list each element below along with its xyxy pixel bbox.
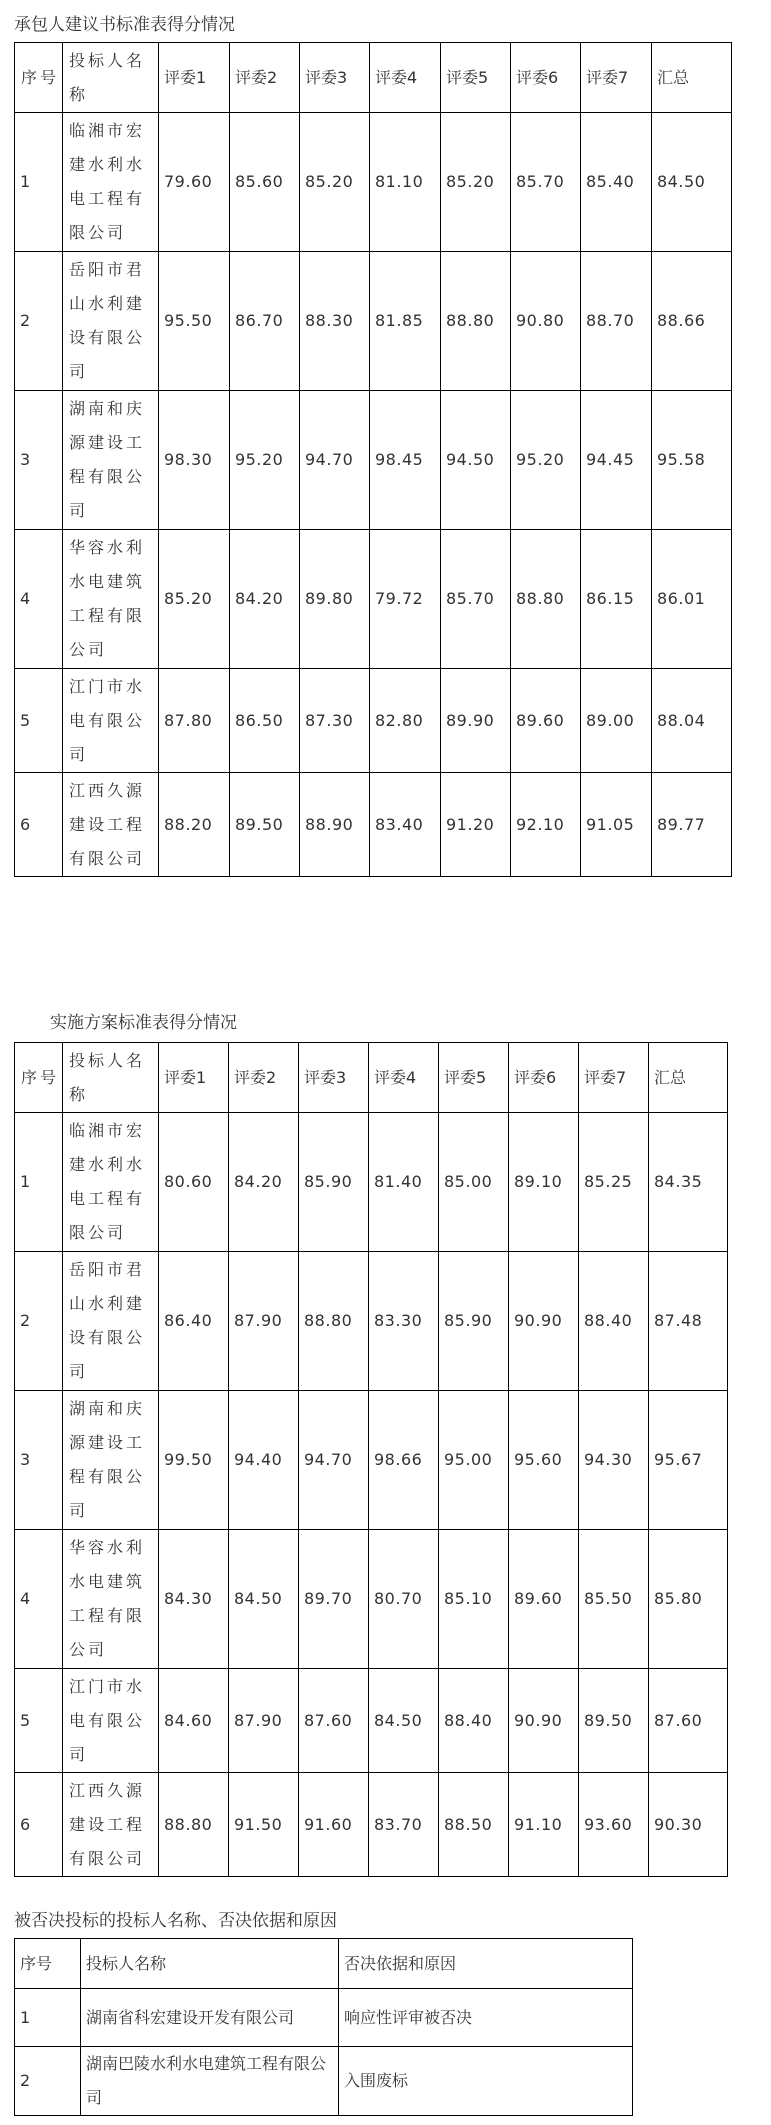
total-score: 87.48 xyxy=(649,1252,728,1391)
judge-score: 92.10 xyxy=(511,773,581,877)
table-row xyxy=(15,1391,728,1530)
row-number: 4 xyxy=(15,530,63,669)
total-score: 95.58 xyxy=(652,391,732,530)
judge-score: 94.30 xyxy=(579,1391,649,1530)
bidder-name: 湖南和庆源建设工程有限公司 xyxy=(63,1391,159,1530)
plan-score-table xyxy=(14,1042,728,1877)
bidder-name: 江西久源建设工程有限公司 xyxy=(63,1773,159,1877)
judge-score: 93.60 xyxy=(579,1773,649,1877)
judge-score: 95.60 xyxy=(509,1391,579,1530)
judge-score: 81.40 xyxy=(369,1113,439,1252)
judge-score: 89.90 xyxy=(441,669,511,773)
total-score: 90.30 xyxy=(649,1773,728,1877)
judge-score: 88.50 xyxy=(439,1773,509,1877)
row-number: 1 xyxy=(15,113,63,252)
proposal-score-table xyxy=(14,42,732,877)
column-header: 序号 xyxy=(15,1939,81,1989)
table-row xyxy=(15,669,732,773)
column-header: 汇总 xyxy=(649,1043,728,1113)
total-score: 84.50 xyxy=(652,113,732,252)
judge-score: 83.70 xyxy=(369,1773,439,1877)
judge-score: 85.90 xyxy=(299,1113,369,1252)
total-score: 89.77 xyxy=(652,773,732,877)
bidder-name: 江西久源建设工程有限公司 xyxy=(63,773,159,877)
judge-score: 94.50 xyxy=(441,391,511,530)
judge-score: 81.10 xyxy=(370,113,441,252)
row-number: 4 xyxy=(15,1530,63,1669)
judge-score: 94.40 xyxy=(229,1391,299,1530)
judge-score: 90.90 xyxy=(509,1252,579,1391)
column-header: 否决依据和原因 xyxy=(339,1939,633,1989)
total-score: 87.60 xyxy=(649,1669,728,1773)
judge-score: 98.30 xyxy=(159,391,230,530)
column-header: 评委3 xyxy=(300,43,370,113)
table-row xyxy=(15,1530,728,1669)
judge-score: 86.40 xyxy=(159,1252,229,1391)
judge-score: 84.20 xyxy=(229,1113,299,1252)
judge-score: 95.20 xyxy=(230,391,300,530)
judge-score: 87.90 xyxy=(229,1669,299,1773)
judge-score: 89.50 xyxy=(230,773,300,877)
row-number: 3 xyxy=(15,391,63,530)
judge-score: 89.80 xyxy=(300,530,370,669)
row-number: 3 xyxy=(15,1391,63,1530)
bidder-name: 华容水利水电建筑工程有限公司 xyxy=(63,530,159,669)
rejected-table-body xyxy=(15,1939,633,2116)
judge-score: 86.15 xyxy=(581,530,652,669)
judge-score: 94.70 xyxy=(300,391,370,530)
column-header: 投标人名称 xyxy=(63,43,159,113)
judge-score: 84.50 xyxy=(369,1669,439,1773)
judge-score: 85.50 xyxy=(579,1530,649,1669)
total-score: 86.01 xyxy=(652,530,732,669)
judge-score: 81.85 xyxy=(370,252,441,391)
table-row xyxy=(15,252,732,391)
judge-score: 85.20 xyxy=(159,530,230,669)
row-number: 1 xyxy=(15,1989,81,2047)
judge-score: 86.50 xyxy=(230,669,300,773)
rejection-reason: 入围废标 xyxy=(339,2047,633,2116)
table-header-row xyxy=(15,43,732,113)
judge-score: 85.40 xyxy=(581,113,652,252)
column-header: 投标人名称 xyxy=(63,1043,159,1113)
judge-score: 84.50 xyxy=(229,1530,299,1669)
row-number: 2 xyxy=(15,1252,63,1391)
plan-table-body xyxy=(15,1043,728,1877)
column-header: 评委7 xyxy=(581,43,652,113)
rejected-bidder-table xyxy=(14,1938,633,2116)
judge-score: 90.90 xyxy=(509,1669,579,1773)
judge-score: 88.90 xyxy=(300,773,370,877)
judge-score: 99.50 xyxy=(159,1391,229,1530)
judge-score: 85.70 xyxy=(441,530,511,669)
judge-score: 88.80 xyxy=(299,1252,369,1391)
judge-score: 83.40 xyxy=(370,773,441,877)
table-row xyxy=(15,1989,633,2047)
table-header-row xyxy=(15,1043,728,1113)
row-number: 5 xyxy=(15,1669,63,1773)
judge-score: 85.20 xyxy=(300,113,370,252)
judge-score: 85.90 xyxy=(439,1252,509,1391)
judge-score: 85.20 xyxy=(441,113,511,252)
judge-score: 87.80 xyxy=(159,669,230,773)
column-header: 评委5 xyxy=(441,43,511,113)
column-header: 评委2 xyxy=(230,43,300,113)
judge-score: 90.80 xyxy=(511,252,581,391)
bidder-name: 临湘市宏建水利水电工程有限公司 xyxy=(63,1113,159,1252)
section-title-rejected: 被否决投标的投标人名称、否决依据和原因 xyxy=(14,1911,337,1931)
rejection-reason: 响应性评审被否决 xyxy=(339,1989,633,2047)
column-header: 序号 xyxy=(15,43,63,113)
total-score: 88.04 xyxy=(652,669,732,773)
total-score: 84.35 xyxy=(649,1113,728,1252)
column-header: 评委2 xyxy=(229,1043,299,1113)
row-number: 1 xyxy=(15,1113,63,1252)
judge-score: 89.50 xyxy=(579,1669,649,1773)
judge-score: 91.60 xyxy=(299,1773,369,1877)
section-title-plan: 实施方案标准表得分情况 xyxy=(50,1013,237,1033)
judge-score: 88.20 xyxy=(159,773,230,877)
judge-score: 88.80 xyxy=(159,1773,229,1877)
judge-score: 84.30 xyxy=(159,1530,229,1669)
column-header: 评委4 xyxy=(370,43,441,113)
total-score: 95.67 xyxy=(649,1391,728,1530)
row-number: 2 xyxy=(15,252,63,391)
judge-score: 85.10 xyxy=(439,1530,509,1669)
judge-score: 85.70 xyxy=(511,113,581,252)
judge-score: 88.40 xyxy=(439,1669,509,1773)
row-number: 5 xyxy=(15,669,63,773)
column-header: 序号 xyxy=(15,1043,63,1113)
judge-score: 94.70 xyxy=(299,1391,369,1530)
bidder-name: 华容水利水电建筑工程有限公司 xyxy=(63,1530,159,1669)
column-header: 评委5 xyxy=(439,1043,509,1113)
total-score: 85.80 xyxy=(649,1530,728,1669)
bidder-name: 江门市水电有限公司 xyxy=(63,669,159,773)
row-number: 6 xyxy=(15,773,63,877)
judge-score: 84.20 xyxy=(230,530,300,669)
total-score: 88.66 xyxy=(652,252,732,391)
table-row xyxy=(15,1113,728,1252)
judge-score: 91.05 xyxy=(581,773,652,877)
column-header: 评委6 xyxy=(511,43,581,113)
column-header: 投标人名称 xyxy=(81,1939,339,1989)
judge-score: 88.40 xyxy=(579,1252,649,1391)
judge-score: 79.60 xyxy=(159,113,230,252)
judge-score: 84.60 xyxy=(159,1669,229,1773)
judge-score: 85.25 xyxy=(579,1113,649,1252)
table-header-row xyxy=(15,1939,633,1989)
proposal-table-body xyxy=(15,43,732,877)
judge-score: 91.20 xyxy=(441,773,511,877)
column-header: 评委7 xyxy=(579,1043,649,1113)
row-number: 2 xyxy=(15,2047,81,2116)
row-number: 6 xyxy=(15,1773,63,1877)
judge-score: 91.50 xyxy=(229,1773,299,1877)
column-header: 评委1 xyxy=(159,43,230,113)
judge-score: 89.60 xyxy=(509,1530,579,1669)
table-row xyxy=(15,2047,633,2116)
judge-score: 82.80 xyxy=(370,669,441,773)
judge-score: 85.00 xyxy=(439,1113,509,1252)
judge-score: 80.70 xyxy=(369,1530,439,1669)
judge-score: 95.20 xyxy=(511,391,581,530)
table-row xyxy=(15,1669,728,1773)
bidder-name: 湖南省科宏建设开发有限公司 xyxy=(81,1989,339,2047)
bidder-name: 湖南和庆源建设工程有限公司 xyxy=(63,391,159,530)
judge-score: 98.66 xyxy=(369,1391,439,1530)
table-row xyxy=(15,391,732,530)
column-header: 评委6 xyxy=(509,1043,579,1113)
judge-score: 95.00 xyxy=(439,1391,509,1530)
column-header: 评委4 xyxy=(369,1043,439,1113)
judge-score: 86.70 xyxy=(230,252,300,391)
judge-score: 89.70 xyxy=(299,1530,369,1669)
judge-score: 88.80 xyxy=(511,530,581,669)
judge-score: 80.60 xyxy=(159,1113,229,1252)
table-row xyxy=(15,1252,728,1391)
judge-score: 79.72 xyxy=(370,530,441,669)
judge-score: 89.10 xyxy=(509,1113,579,1252)
judge-score: 98.45 xyxy=(370,391,441,530)
judge-score: 88.70 xyxy=(581,252,652,391)
judge-score: 89.60 xyxy=(511,669,581,773)
judge-score: 88.30 xyxy=(300,252,370,391)
section-title-proposal: 承包人建议书标准表得分情况 xyxy=(14,15,235,35)
table-row xyxy=(15,530,732,669)
bidder-name: 临湘市宏建水利水电工程有限公司 xyxy=(63,113,159,252)
column-header: 评委1 xyxy=(159,1043,229,1113)
judge-score: 89.00 xyxy=(581,669,652,773)
judge-score: 87.30 xyxy=(300,669,370,773)
table-row xyxy=(15,113,732,252)
judge-score: 85.60 xyxy=(230,113,300,252)
bidder-name: 岳阳市君山水利建设有限公司 xyxy=(63,1252,159,1391)
column-header: 汇总 xyxy=(652,43,732,113)
judge-score: 87.90 xyxy=(229,1252,299,1391)
judge-score: 95.50 xyxy=(159,252,230,391)
bidder-name: 湖南巴陵水利水电建筑工程有限公司 xyxy=(81,2047,339,2116)
judge-score: 91.10 xyxy=(509,1773,579,1877)
table-row xyxy=(15,1773,728,1877)
judge-score: 88.80 xyxy=(441,252,511,391)
bidder-name: 江门市水电有限公司 xyxy=(63,1669,159,1773)
table-row xyxy=(15,773,732,877)
judge-score: 94.45 xyxy=(581,391,652,530)
judge-score: 87.60 xyxy=(299,1669,369,1773)
bidder-name: 岳阳市君山水利建设有限公司 xyxy=(63,252,159,391)
column-header: 评委3 xyxy=(299,1043,369,1113)
judge-score: 83.30 xyxy=(369,1252,439,1391)
